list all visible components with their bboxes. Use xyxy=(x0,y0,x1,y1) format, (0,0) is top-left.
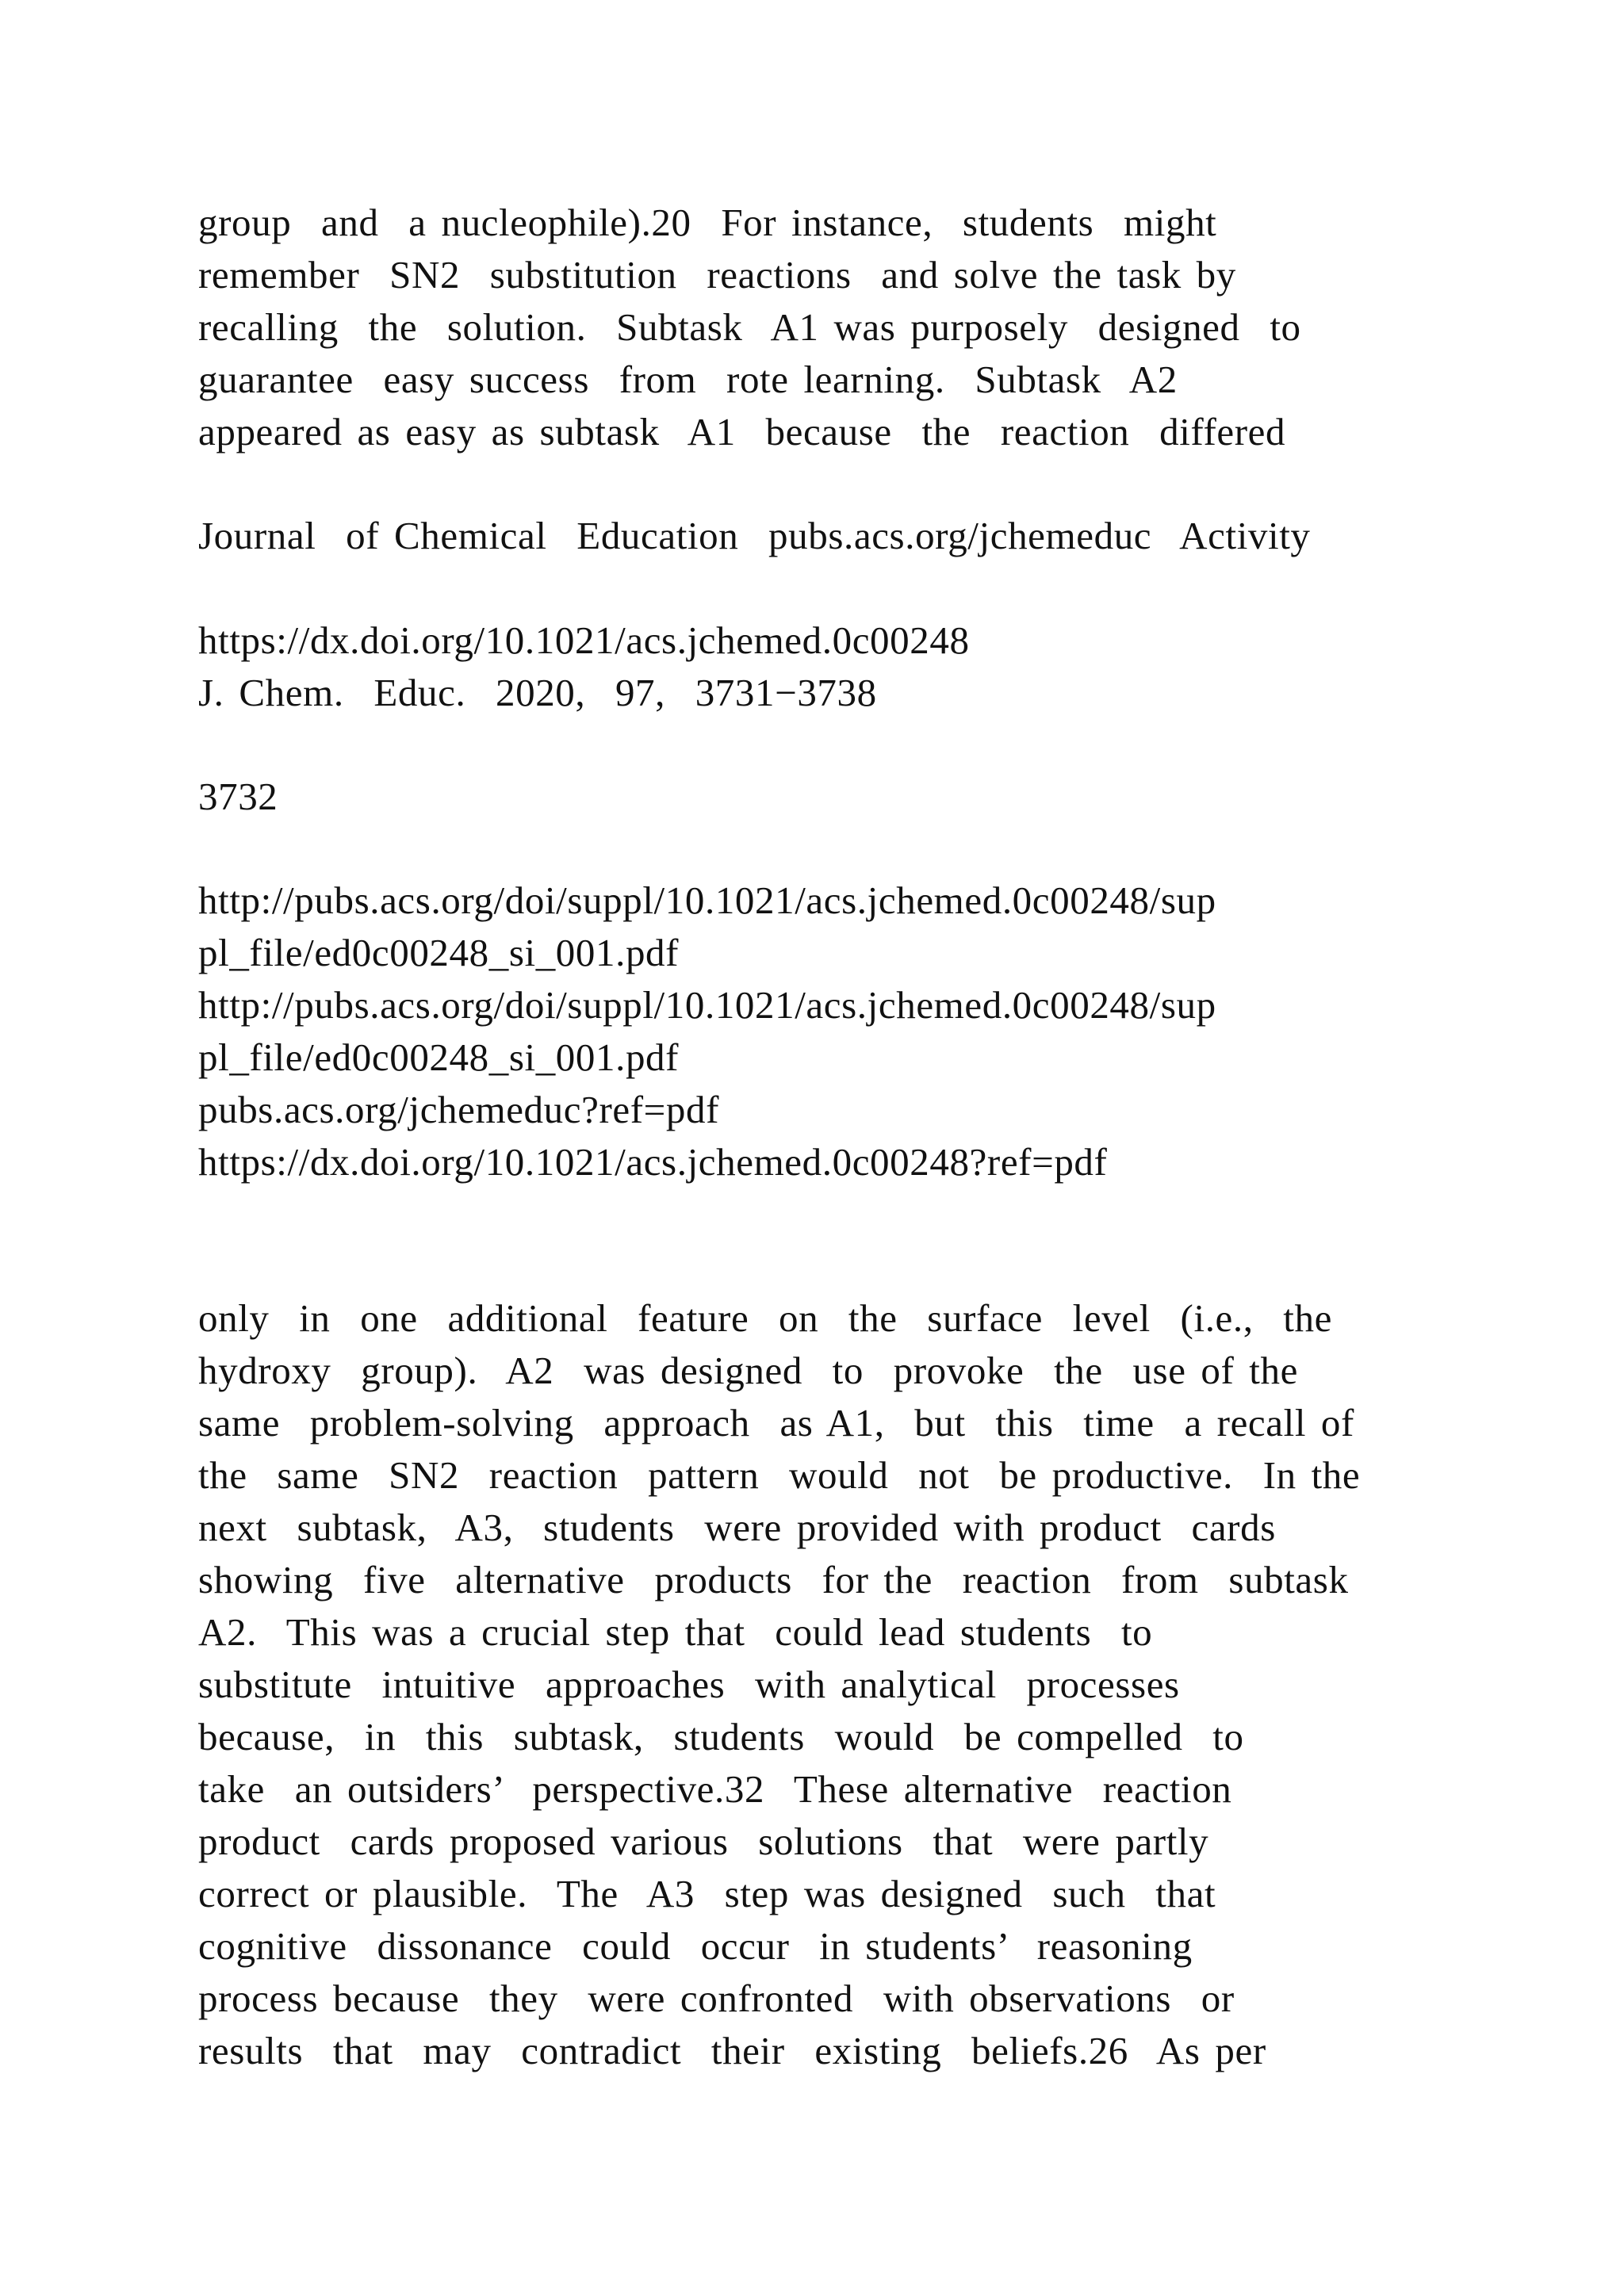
paragraph-line: process because they were confronted with observations or xyxy=(198,1976,1235,2020)
link-line[interactable]: pl_file/ed0c00248_si_001.pdf xyxy=(198,931,680,974)
paragraph-line: substitute intuitive approaches with analytical processes xyxy=(198,1663,1180,1706)
paragraph-line: because, in this subtask, students would be compelled to xyxy=(198,1715,1244,1758)
link-line[interactable]: http://pubs.acs.org/doi/suppl/10.1021/acs.jchemed.0c00248/sup xyxy=(198,983,1216,1027)
link-line[interactable]: pubs.acs.org/jchemeduc?ref=pdf xyxy=(198,1088,719,1131)
link-line[interactable]: http://pubs.acs.org/doi/suppl/10.1021/acs.jchemed.0c00248/sup xyxy=(198,878,1216,922)
paragraph-line: A2. This was a crucial step that could lead students to xyxy=(198,1610,1153,1654)
paragraph-line: recalling the solution. Subtask A1 was purposely designed to xyxy=(198,305,1301,349)
paragraph-line: same problem-solving approach as A1, but this time a recall of xyxy=(198,1401,1354,1445)
paragraph-line: product cards proposed various solutions that were partly xyxy=(198,1820,1209,1863)
paragraph-line: results that may contradict their existing beliefs.26 As per xyxy=(198,2029,1266,2072)
paragraph-line: take an outsiders’ perspective.32 These alternative reaction xyxy=(198,1767,1232,1811)
journal-header: Journal of Chemical Education pubs.acs.org/jchemeduc Activity xyxy=(198,514,1311,557)
paragraph-line: cognitive dissonance could occur in students’ reasoning xyxy=(198,1924,1193,1968)
paragraph-line: remember SN2 substitution reactions and solve the task by xyxy=(198,253,1236,297)
doi-line: https://dx.doi.org/10.1021/acs.jchemed.0c00248 xyxy=(198,618,970,662)
link-line[interactable]: https://dx.doi.org/10.1021/acs.jchemed.0c00248?ref=pdf xyxy=(198,1140,1108,1184)
paragraph-line: appeared as easy as subtask A1 because the reaction differed xyxy=(198,410,1286,453)
paragraph-line: the same SN2 reaction pattern would not be productive. In the xyxy=(198,1453,1361,1497)
paragraph-line: guarantee easy success from rote learning. Subtask A2 xyxy=(198,358,1178,401)
paragraph-line: hydroxy group). A2 was designed to provoke the use of the xyxy=(198,1349,1298,1392)
citation-line: J. Chem. Educ. 2020, 97, 3731−3738 xyxy=(198,671,877,714)
page-number: 3732 xyxy=(198,775,278,818)
paragraph-line: correct or plausible. The A3 step was designed such that xyxy=(198,1872,1216,1915)
paragraph-line: group and a nucleophile).20 For instance, students might xyxy=(198,201,1217,244)
paragraph-line: next subtask, A3, students were provided with product cards xyxy=(198,1506,1276,1549)
paragraph-line: showing five alternative products for the reaction from subtask xyxy=(198,1558,1349,1601)
link-line[interactable]: pl_file/ed0c00248_si_001.pdf xyxy=(198,1035,680,1079)
paragraph-line: only in one additional feature on the surface level (i.e., the xyxy=(198,1296,1332,1340)
